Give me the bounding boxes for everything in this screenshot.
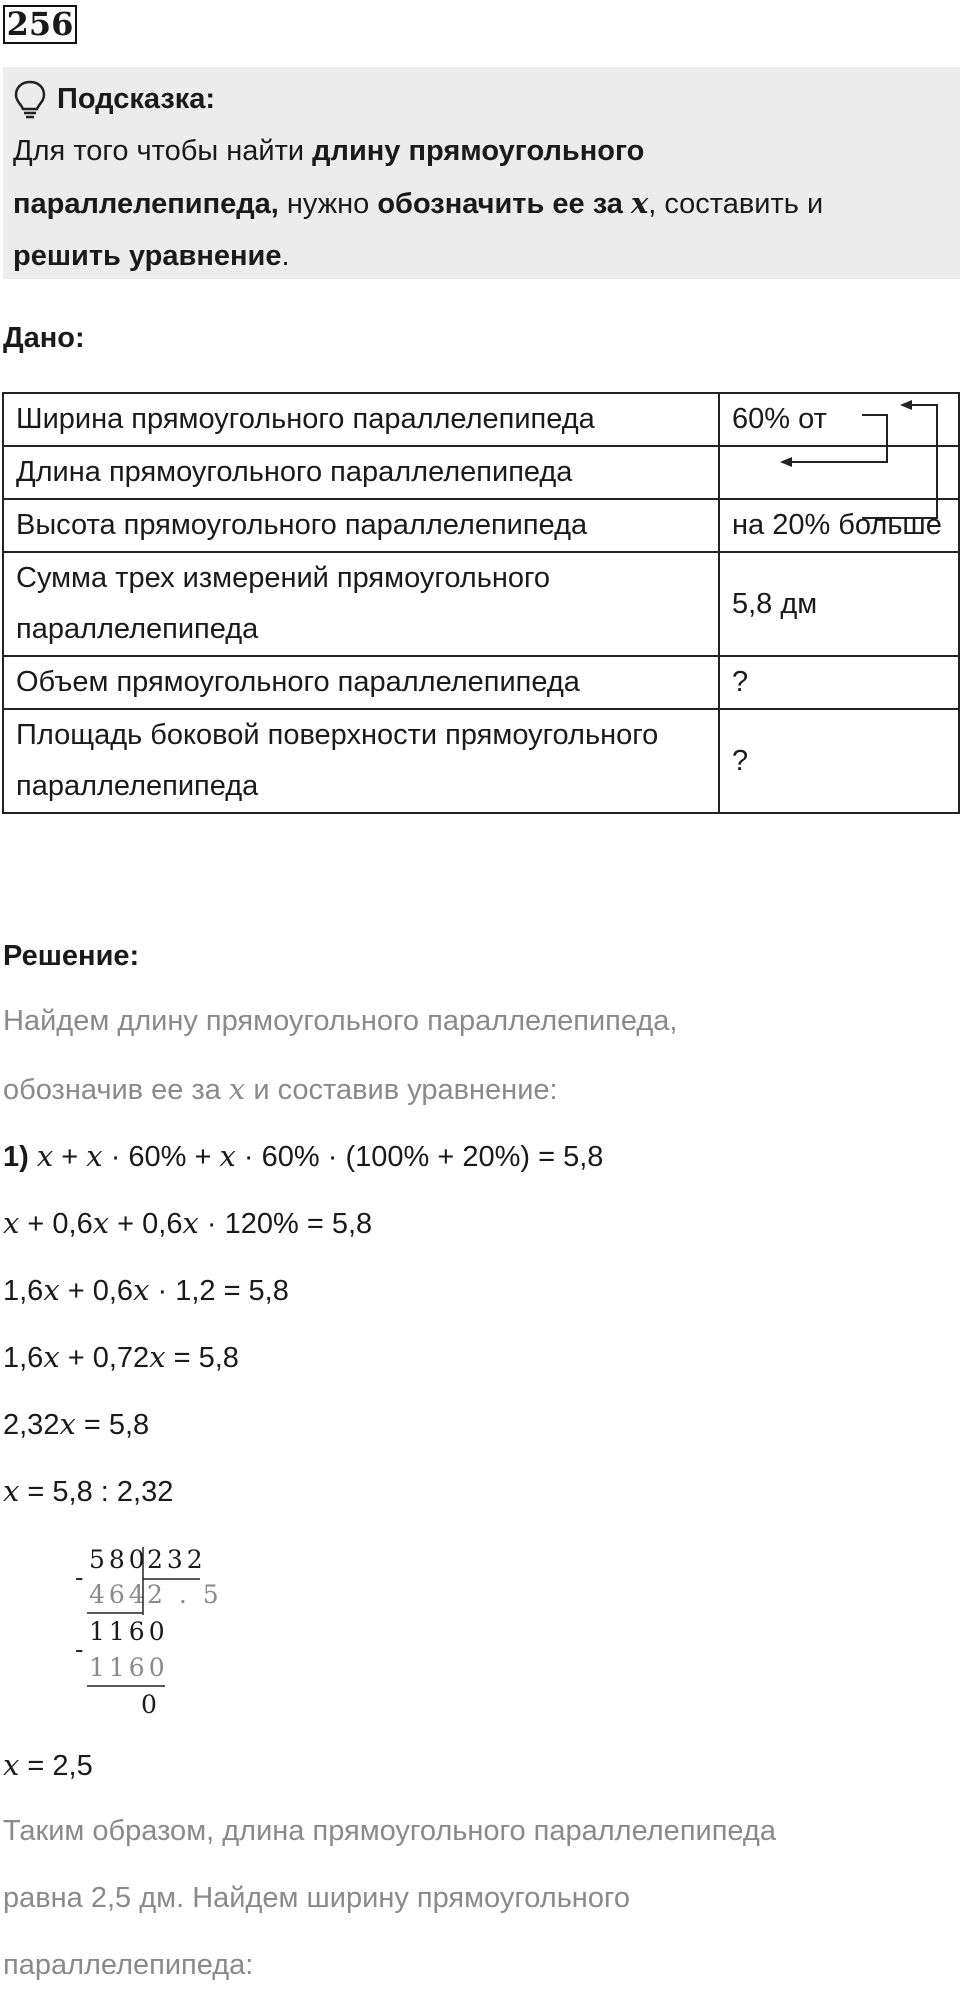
solution-label: Решение: [3, 940, 140, 972]
hint-line-3: решить уравнение. [13, 240, 290, 272]
division-lines [75, 1545, 205, 1725]
table-cell-name: Объем прямоугольного параллелепипеда [3, 656, 719, 709]
solution-intro-1: Найдем длину прямоугольного параллелепипеда, [3, 1005, 678, 1037]
hint-title [13, 73, 950, 125]
table-cell-value [719, 446, 959, 499]
final-remainder: 0 [141, 1690, 161, 1719]
hint-line-2: параллелепипеда, нужно обозначить ее за x, составить и [13, 186, 824, 220]
minus-sign: - [75, 1635, 88, 1664]
given-label: Дано: [3, 322, 85, 354]
table-row [3, 499, 959, 552]
hint-box [3, 67, 960, 279]
divisor: 232 [147, 1545, 207, 1574]
remainder-1: 1160 [89, 1617, 169, 1646]
table-cell-name: Сумма трех измерений прямоугольного параллелепипеда [3, 552, 719, 656]
given-table [2, 392, 960, 814]
table-row [3, 709, 959, 813]
quotient: 2 . 5 [147, 1580, 223, 1609]
table-cell-value: на 20% больше [719, 499, 959, 552]
conclusion-1: Таким образом, длина прямоугольного параллелепипеда [3, 1815, 776, 1847]
equation-4: 1,6x + 0,72x = 5,8 [3, 1340, 239, 1374]
hint-title-text: Подсказка: [57, 83, 216, 115]
lightbulb-icon [13, 79, 47, 119]
equation-6: x = 5,8 : 2,32 [3, 1474, 174, 1508]
table-cell-value: ? [719, 656, 959, 709]
table-cell-value: 60% от [719, 393, 959, 446]
subtrahend-2: 1160 [89, 1653, 169, 1682]
equation-3: 1,6x + 0,6x · 1,2 = 5,8 [3, 1273, 289, 1307]
table-cell-value: ? [719, 709, 959, 813]
table-cell-value: 5,8 дм [719, 552, 959, 656]
dividend: 580 [89, 1545, 149, 1574]
subtrahend-1: 464 [89, 1580, 149, 1609]
table-row [3, 446, 959, 499]
table-cell-name: Длина прямоугольного параллелепипеда [3, 446, 719, 499]
task-number: 256 [3, 5, 77, 44]
hint-line-1: Для того чтобы найти длину прямоугольного [13, 135, 645, 167]
table-row [3, 393, 959, 446]
equation-5: 2,32x = 5,8 [3, 1407, 150, 1441]
table-row [3, 656, 959, 709]
table-cell-name: Площадь боковой поверхности прямоугольного параллелепипеда [3, 709, 719, 813]
solution-intro-2: обозначив ее за x и составив уравнение: [3, 1072, 558, 1106]
equation-2: x + 0,6x + 0,6x · 120% = 5,8 [3, 1206, 373, 1240]
conclusion-2: равна 2,5 дм. Найдем ширину прямоугольного [3, 1882, 631, 1914]
conclusion-3: параллелепипеда: [3, 1949, 254, 1981]
equation-1: 1) x + x · 60% + x · 60% · (100% + 20%) = 5,8 [3, 1139, 604, 1173]
table-cell-name: Высота прямоугольного параллелепипеда [3, 499, 719, 552]
table-row [3, 552, 959, 656]
equation-7: x = 2,5 [3, 1748, 93, 1782]
minus-sign: - [75, 1563, 88, 1592]
table-cell-name: Ширина прямоугольного параллелепипеда [3, 393, 719, 446]
